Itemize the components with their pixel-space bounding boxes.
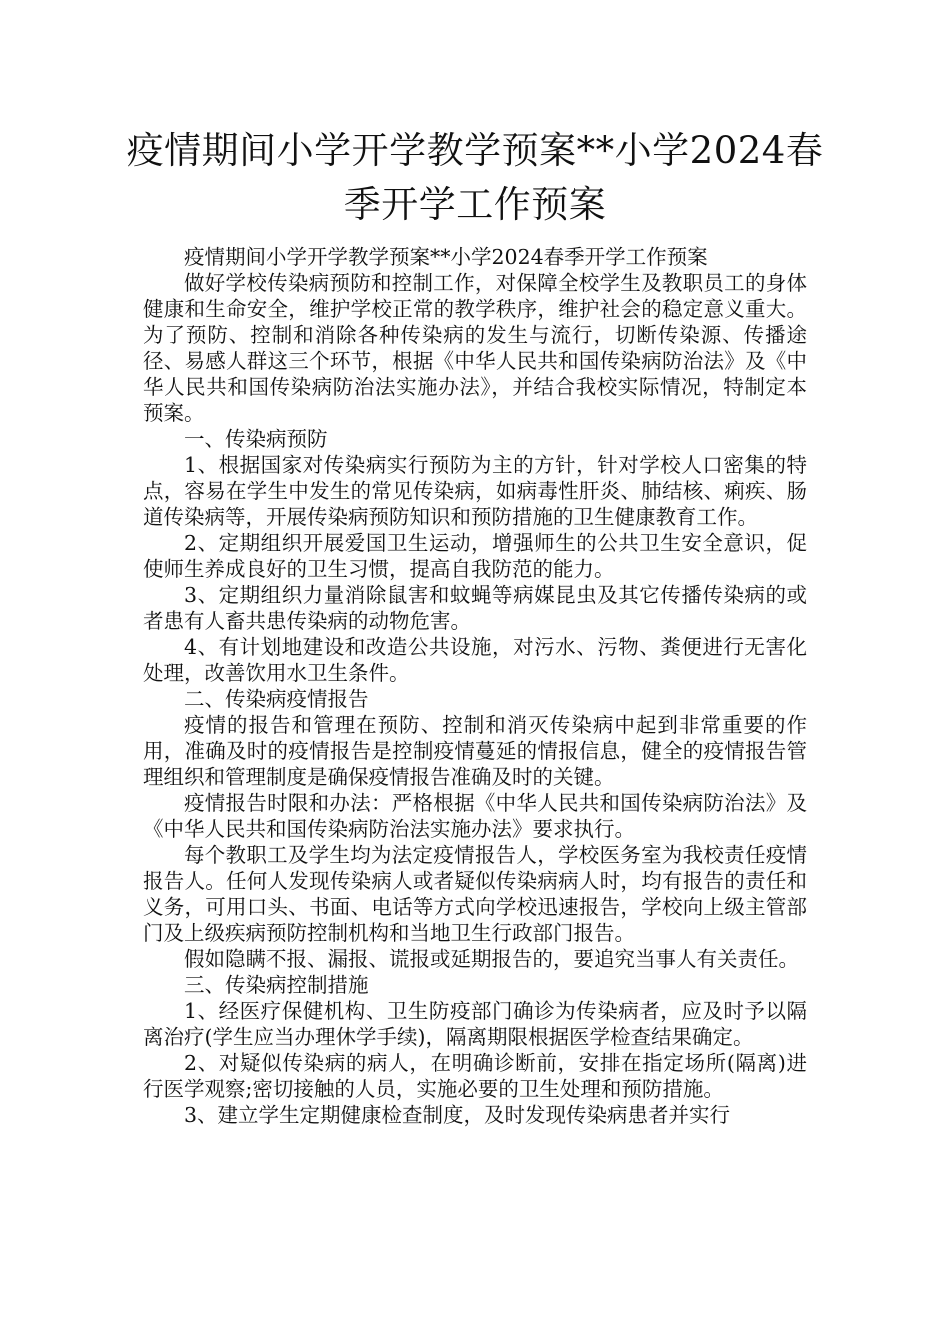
section-heading-reporting: 二、传染病疫情报告 [184,687,369,711]
paragraph: 3、建立学生定期健康检查制度，及时发现传染病患者并实行 [184,1103,731,1127]
document-body [143,244,807,1128]
title-line-1: 疫情期间小学开学教学预案**小学2024春 [126,129,824,172]
title-line-2: 季开学工作预案 [343,183,607,226]
paragraph: 2、定期组织开展爱国卫生运动，增强师生的公共卫生安全意识，促使师生养成良好的卫生习惯，提高自我防范的能力。 [143,531,807,581]
paragraph: 疫情报告时限和办法：严格根据《中华人民共和国传染病防治法》及《中华人民共和国传染病防治法实施办法》要求执行。 [143,791,807,841]
document-title [100,124,850,232]
section-heading-prevention: 一、传染病预防 [184,427,328,451]
paragraph: 4、有计划地建设和改造公共设施，对污水、污物、粪便进行无害化处理，改善饮用水卫生条件。 [143,635,807,685]
paragraph: 假如隐瞒不报、漏报、谎报或延期报告的，要追究当事人有关责任。 [184,947,799,971]
paragraph: 每个教职工及学生均为法定疫情报告人，学校医务室为我校责任疫情报告人。任何人发现传染病人或者疑似传染病病人时，均有报告的责任和义务，可用口头、书面、电话等方式向学校迅速报告，学校向上级主管部门及上级疾病预防控制机构和当地卫生行政部门报告。 [143,843,807,945]
paragraph: 1、经医疗保健机构、卫生防疫部门确诊为传染病者，应及时予以隔离治疗(学生应当办理休学手续)，隔离期限根据医学检查结果确定。 [143,999,807,1049]
paragraph: 2、对疑似传染病的病人，在明确诊断前，安排在指定场所(隔离)进行医学观察;密切接触的人员，实施必要的卫生处理和预防措施。 [143,1051,807,1101]
intro-paragraph: 做好学校传染病预防和控制工作，对保障全校学生及教职员工的身体健康和生命安全，维护学校正常的教学秩序，维护社会的稳定意义重大。为了预防、控制和消除各种传染病的发生与流行，切断传染源、传播途径、易感人群这三个环节，根据《中华人民共和国传染病防治法》及《中华人民共和国传染病防治法实施办法》，并结合我校实际情况，特制定本预案。 [143,271,807,425]
section-heading-control: 三、传染病控制措施 [184,973,369,997]
subtitle-paragraph: 疫情期间小学开学教学预案**小学2024春季开学工作预案 [184,245,708,269]
paragraph: 3、定期组织力量消除鼠害和蚊蝇等病媒昆虫及其它传播传染病的或者患有人畜共患传染病的动物危害。 [143,583,807,633]
paragraph: 1、根据国家对传染病实行预防为主的方针，针对学校人口密集的特点，容易在学生中发生的常见传染病，如病毒性肝炎、肺结核、痢疾、肠道传染病等，开展传染病预防知识和预防措施的卫生健康教育工作。 [143,453,807,529]
paragraph: 疫情的报告和管理在预防、控制和消灭传染病中起到非常重要的作用，准确及时的疫情报告是控制疫情蔓延的情报信息，健全的疫情报告管理组织和管理制度是确保疫情报告准确及时的关键。 [143,713,807,789]
